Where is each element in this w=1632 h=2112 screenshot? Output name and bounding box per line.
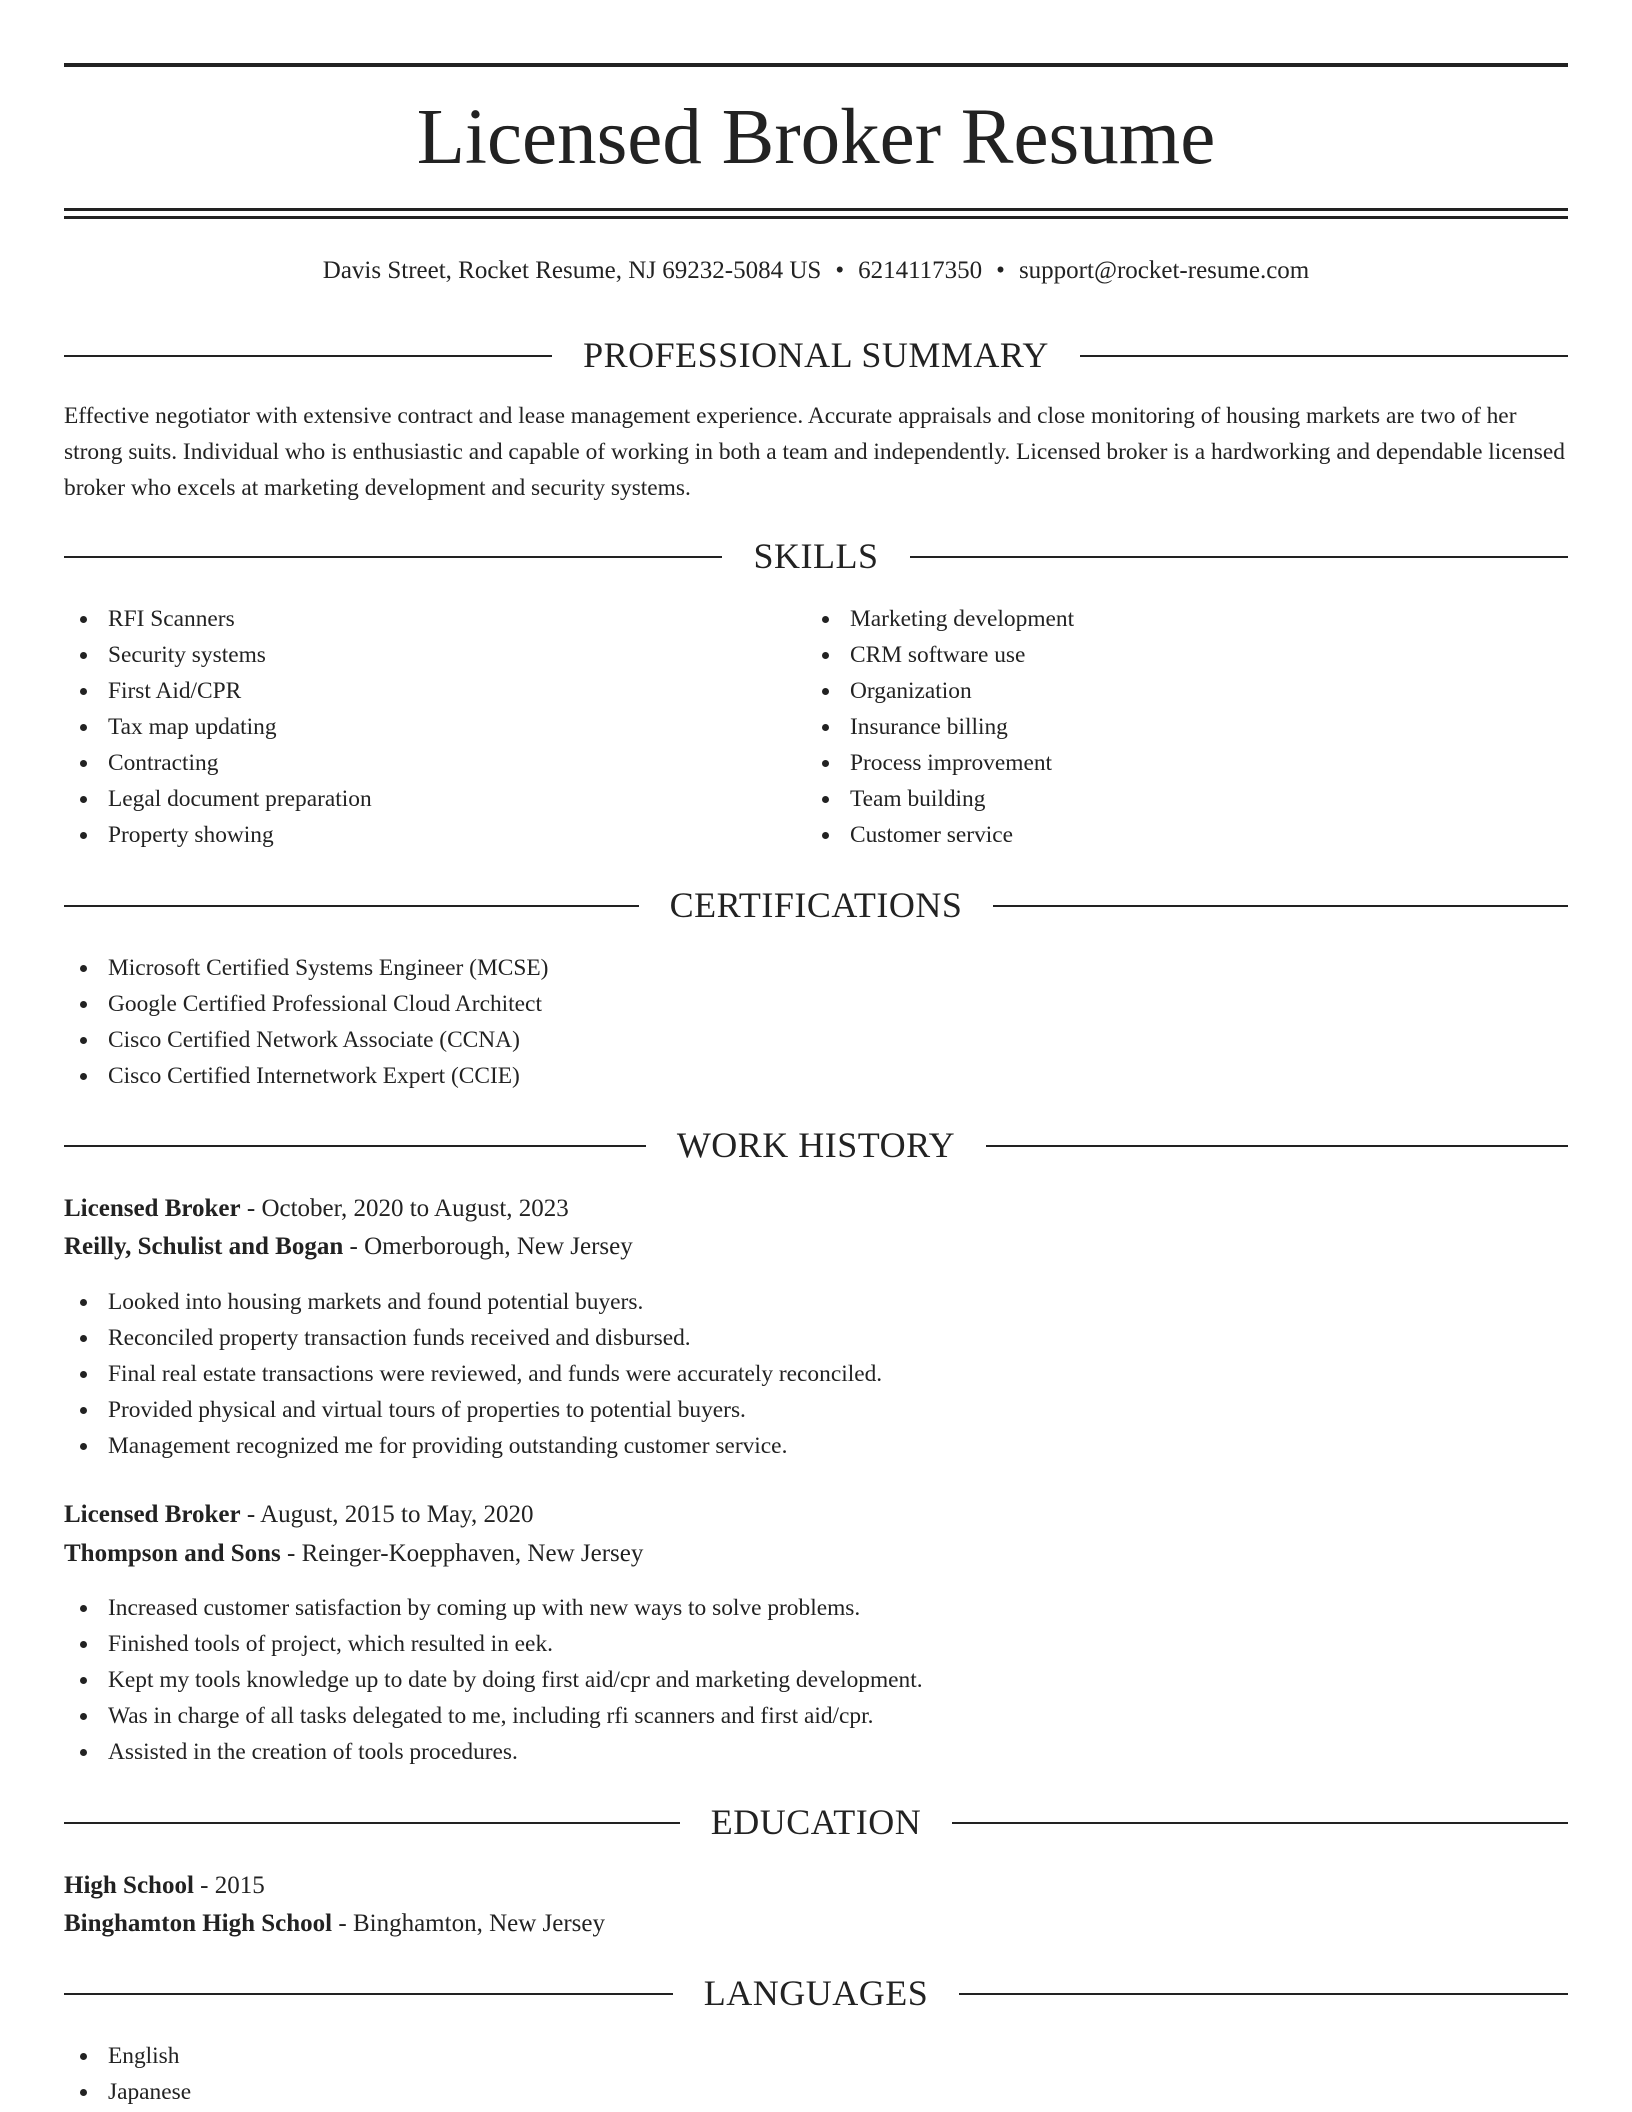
- skill-item: Security systems: [64, 637, 372, 673]
- section-title: EDUCATION: [680, 1802, 952, 1842]
- job-bullet: Assisted in the creation of tools procedures.: [64, 1734, 923, 1770]
- language-item: English: [64, 2038, 191, 2074]
- job-bullets: [64, 1284, 882, 1464]
- section-title: SKILLS: [722, 536, 909, 576]
- job-company-line: [64, 1228, 633, 1266]
- education-degree: High School: [64, 1872, 194, 1899]
- section-title: LANGUAGES: [673, 1973, 960, 2013]
- section-heading-certifications: [64, 880, 1568, 930]
- job-title-line: [64, 1496, 533, 1534]
- job-company: Thompson and Sons: [64, 1540, 281, 1567]
- certification-item: Cisco Certified Network Associate (CCNA): [64, 1022, 548, 1058]
- skills-list-right: [806, 601, 1074, 853]
- job-location: - Omerborough, New Jersey: [349, 1233, 633, 1260]
- skill-item: Marketing development: [806, 601, 1074, 637]
- title-double-rule-bottom: [64, 216, 1568, 219]
- skill-item: Legal document preparation: [64, 781, 372, 817]
- skill-item: Property showing: [64, 817, 372, 853]
- skill-item: Tax map updating: [64, 709, 372, 745]
- contact-address: Davis Street, Rocket Resume, NJ 69232-5084 US: [322, 257, 822, 284]
- job-bullet: Kept my tools knowledge up to date by doing first aid/cpr and marketing development.: [64, 1662, 923, 1698]
- section-title: WORK HISTORY: [646, 1125, 986, 1165]
- skill-item: Insurance billing: [806, 709, 1074, 745]
- section-heading-education: [64, 1797, 1568, 1847]
- skill-item: Customer service: [806, 817, 1074, 853]
- certification-item: Google Certified Professional Cloud Architect: [64, 986, 548, 1022]
- job-title: Licensed Broker: [64, 1195, 241, 1222]
- section-title: CERTIFICATIONS: [639, 885, 994, 925]
- job-bullet: Was in charge of all tasks delegated to me, including rfi scanners and first aid/cpr.: [64, 1698, 923, 1734]
- language-item: Japanese: [64, 2074, 191, 2110]
- education-school-line: [64, 1905, 605, 1943]
- section-heading-work-history: [64, 1120, 1568, 1170]
- education-location: - Binghamton, New Jersey: [338, 1910, 606, 1937]
- education-degree-line: [64, 1867, 265, 1905]
- contact-separator: •: [835, 257, 845, 284]
- section-heading-summary: [64, 330, 1568, 380]
- job-dates: - August, 2015 to May, 2020: [246, 1501, 534, 1528]
- contact-separator: •: [996, 257, 1005, 284]
- certification-item: Cisco Certified Internetwork Expert (CCIE): [64, 1058, 548, 1094]
- job-bullet: Finished tools of project, which resulted in eek.: [64, 1626, 923, 1662]
- section-title: PROFESSIONAL SUMMARY: [552, 335, 1080, 375]
- job-title-line: [64, 1190, 569, 1228]
- education-school: Binghamton High School: [64, 1910, 333, 1937]
- skill-item: CRM software use: [806, 637, 1074, 673]
- skill-item: Process improvement: [806, 745, 1074, 781]
- section-heading-skills: [64, 531, 1568, 581]
- skill-item: Team building: [806, 781, 1074, 817]
- job-bullet: Increased customer satisfaction by coming up with new ways to solve problems.: [64, 1590, 923, 1626]
- job-dates: - October, 2020 to August, 2023: [246, 1195, 569, 1222]
- skill-item: First Aid/CPR: [64, 673, 372, 709]
- skill-item: RFI Scanners: [64, 601, 372, 637]
- contact-line: [0, 253, 1632, 289]
- languages-list: [64, 2038, 191, 2110]
- job-company-line: [64, 1535, 643, 1573]
- top-rule: [64, 63, 1568, 67]
- page-title: Licensed Broker Resume: [416, 94, 1216, 181]
- contact-email: support@rocket-resume.com: [1018, 257, 1310, 284]
- job-bullet: Reconciled property transaction funds received and disbursed.: [64, 1320, 882, 1356]
- job-location: - Reinger-Koepphaven, New Jersey: [287, 1540, 644, 1567]
- skills-list-left: [64, 601, 372, 853]
- skill-item: Organization: [806, 673, 1074, 709]
- contact-phone: 6214117350: [858, 257, 983, 284]
- job-company: Reilly, Schulist and Bogan: [64, 1233, 344, 1260]
- job-bullets: [64, 1590, 923, 1770]
- job-bullet: Provided physical and virtual tours of properties to potential buyers.: [64, 1392, 882, 1428]
- job-bullet: Final real estate transactions were reviewed, and funds were accurately reconciled.: [64, 1356, 882, 1392]
- section-heading-languages: [64, 1968, 1568, 2018]
- certifications-list: [64, 950, 548, 1094]
- job-bullet: Looked into housing markets and found potential buyers.: [64, 1284, 882, 1320]
- certification-item: Microsoft Certified Systems Engineer (MCSE): [64, 950, 548, 986]
- title-double-rule-top: [64, 208, 1568, 211]
- job-title: Licensed Broker: [64, 1501, 241, 1528]
- summary-text: Effective negotiator with extensive contract and lease management experience. Accurate appraisals and close monitoring of housing markets are two of her strong suits. Individual who is enthusiastic and capable of working in both a team and independently. Licensed broker is a hardworking and dependable licensed broker who excels at marketing development and security systems.: [64, 403, 1565, 501]
- education-year: - 2015: [200, 1872, 265, 1899]
- job-bullet: Management recognized me for providing outstanding customer service.: [64, 1428, 882, 1464]
- skill-item: Contracting: [64, 745, 372, 781]
